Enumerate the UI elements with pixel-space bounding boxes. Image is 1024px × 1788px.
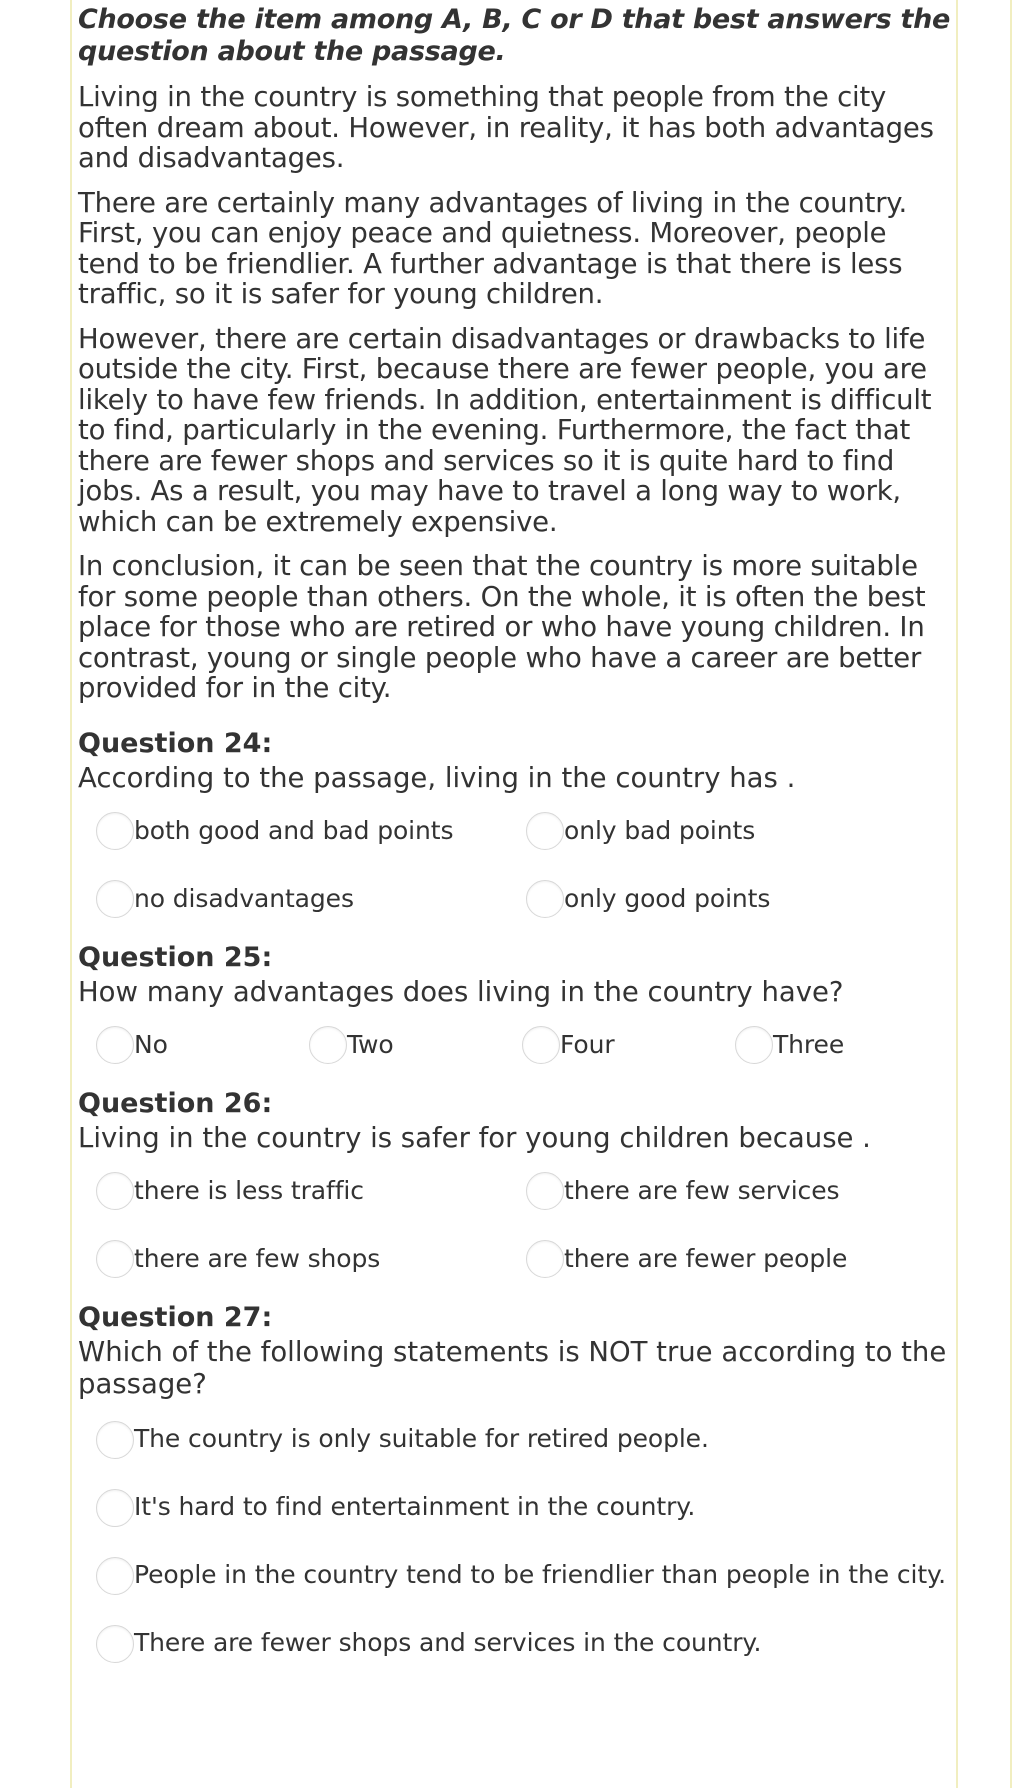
answer-options xyxy=(78,812,954,918)
instruction-text: Choose the item among A, B, C or D that best answers the question about the passage. xyxy=(78,4,951,67)
question-25 xyxy=(78,940,954,1064)
passage-paragraph: However, there are certain disadvantages or drawbacks to life outside the city. First, because there are fewer people, you are likely to have few friends. In addition, entertainment is difficult to find, particularly in the evening. Furthermore, the fact that there are fewer shops and services so it is quite hard to find jobs. As a result, you may have to travel a long way to work, which can be extremely expensive. xyxy=(78,322,932,538)
option-label: There are fewer shops and services in the country. xyxy=(134,1627,762,1657)
radio-button[interactable] xyxy=(526,880,564,918)
question-24 xyxy=(78,726,954,918)
reading-passage xyxy=(78,82,954,704)
answer-option-c[interactable] xyxy=(96,880,526,918)
page-edge xyxy=(1010,0,1012,1788)
question-title: Question 27: xyxy=(78,1301,273,1333)
answer-option-d[interactable] xyxy=(526,1240,956,1278)
radio-button[interactable] xyxy=(96,880,134,918)
passage-paragraph: There are certainly many advantages of living in the country. First, you can enjoy peace and quietness. Moreover, people tend to be friendlier. A further advantage is that there is less traffic, so it is safer for young children. xyxy=(78,186,907,310)
radio-button[interactable] xyxy=(96,1489,134,1527)
radio-button[interactable] xyxy=(96,812,134,850)
radio-button[interactable] xyxy=(526,1240,564,1278)
quiz-content xyxy=(78,4,954,1664)
question-27 xyxy=(78,1300,954,1664)
option-label: there are few shops xyxy=(134,1243,381,1273)
option-label: Two xyxy=(347,1029,394,1059)
radio-button[interactable] xyxy=(96,1421,134,1459)
radio-button[interactable] xyxy=(96,1172,134,1210)
option-label: No xyxy=(134,1029,168,1059)
answer-option-c[interactable] xyxy=(522,1026,735,1064)
question-26 xyxy=(78,1086,954,1278)
option-label: there is less traffic xyxy=(134,1175,364,1205)
radio-button[interactable] xyxy=(309,1026,347,1064)
option-label: both good and bad points xyxy=(134,815,454,845)
question-text: How many advantages does living in the country have? xyxy=(78,975,844,1008)
passage-paragraph: In conclusion, it can be seen that the country is more suitable for some people than others. On the whole, it is often the best place for those who are retired or who have young children. In contrast, young or single people who have a career are better provided for in the city. xyxy=(78,550,926,704)
radio-button[interactable] xyxy=(96,1625,134,1663)
radio-button[interactable] xyxy=(96,1240,134,1278)
option-label: It's hard to find entertainment in the country. xyxy=(134,1491,696,1521)
answer-options xyxy=(78,1172,954,1278)
passage-paragraph: Living in the country is something that people from the city often dream about. However, in reality, it has both advantages and disadvantages. xyxy=(78,81,934,174)
radio-button[interactable] xyxy=(96,1026,134,1064)
question-title: Question 26: xyxy=(78,1087,273,1119)
option-label: there are few services xyxy=(564,1175,840,1205)
option-label: Four xyxy=(560,1029,615,1059)
question-text: Which of the following statements is NOT true according to the passage? xyxy=(78,1335,947,1400)
option-label: only bad points xyxy=(564,815,756,845)
question-title: Question 24: xyxy=(78,727,273,759)
answer-option-a[interactable] xyxy=(96,1418,956,1460)
radio-button[interactable] xyxy=(526,1172,564,1210)
radio-button[interactable] xyxy=(735,1026,773,1064)
answer-option-c[interactable] xyxy=(96,1240,526,1278)
answer-options xyxy=(78,1026,954,1064)
answer-option-a[interactable] xyxy=(96,1172,526,1210)
answer-option-b[interactable] xyxy=(526,1172,956,1210)
answer-option-d[interactable] xyxy=(96,1622,956,1664)
option-label: Three xyxy=(773,1029,845,1059)
question-text: According to the passage, living in the country has . xyxy=(78,761,796,794)
radio-button[interactable] xyxy=(522,1026,560,1064)
answer-options xyxy=(78,1418,954,1664)
answer-option-c[interactable] xyxy=(96,1554,956,1596)
option-label: only good points xyxy=(564,883,771,913)
answer-option-b[interactable] xyxy=(526,812,956,850)
option-label: The country is only suitable for retired people. xyxy=(134,1423,709,1453)
answer-option-b[interactable] xyxy=(96,1486,956,1528)
question-title: Question 25: xyxy=(78,941,273,973)
answer-option-d[interactable] xyxy=(526,880,956,918)
answer-option-a[interactable] xyxy=(96,812,526,850)
option-label: there are fewer people xyxy=(564,1243,848,1273)
radio-button[interactable] xyxy=(526,812,564,850)
option-label: no disadvantages xyxy=(134,883,354,913)
answer-option-b[interactable] xyxy=(309,1026,522,1064)
question-text: Living in the country is safer for young children because . xyxy=(78,1121,871,1154)
radio-button[interactable] xyxy=(96,1557,134,1595)
answer-option-a[interactable] xyxy=(96,1026,309,1064)
answer-option-d[interactable] xyxy=(735,1026,948,1064)
option-label: People in the country tend to be friendlier than people in the city. xyxy=(134,1559,946,1589)
